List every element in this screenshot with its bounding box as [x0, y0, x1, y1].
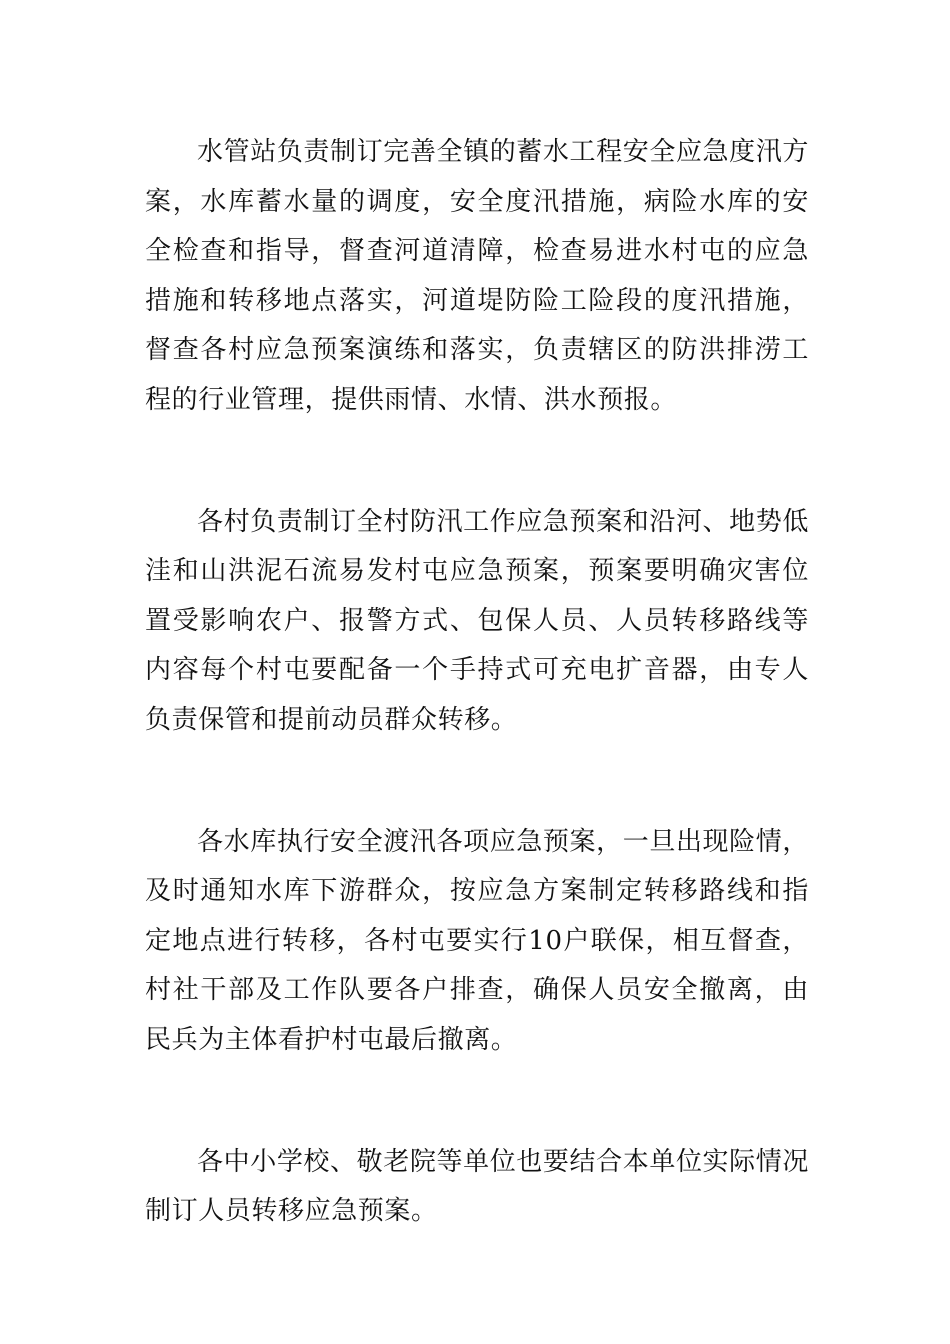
document-body	[145, 128, 809, 1237]
paragraph-schools: 各中小学校、敬老院等单位也要结合本单位实际情况制订人员转移应急预案。	[145, 1146, 809, 1227]
paragraph-reservoirs: 各水库执行安全渡汛各项应急预案，一旦出现险情，及时通知水库下游群众，按应急方案制定转移路线和指定地点进行转移，各村屯要实行10户联保，相互督查，村社干部及工作队要各户排查，确保人员安全撤离，由民兵为主体看护村屯最后撤离。	[145, 826, 809, 1055]
paragraph-water-station: 水管站负责制订完善全镇的蓄水工程安全应急度汛方案，水库蓄水量的调度，安全度汛措施，病险水库的安全检查和指导，督查河道清障，检查易进水村屯的应急措施和转移地点落实，河道堤防险工险段的度汛措施，督查各村应急预案演练和落实，负责辖区的防洪排涝工程的行业管理，提供雨情、水情、洪水预报。	[145, 137, 809, 415]
paragraph-villages: 各村负责制订全村防汛工作应急预案和沿河、地势低洼和山洪泥石流易发村屯应急预案，预案要明确灾害位置受影响农户、报警方式、包保人员、人员转移路线等内容每个村屯要配备一个手持式可充电扩音器，由专人负责保管和提前动员群众转移。	[145, 506, 809, 735]
